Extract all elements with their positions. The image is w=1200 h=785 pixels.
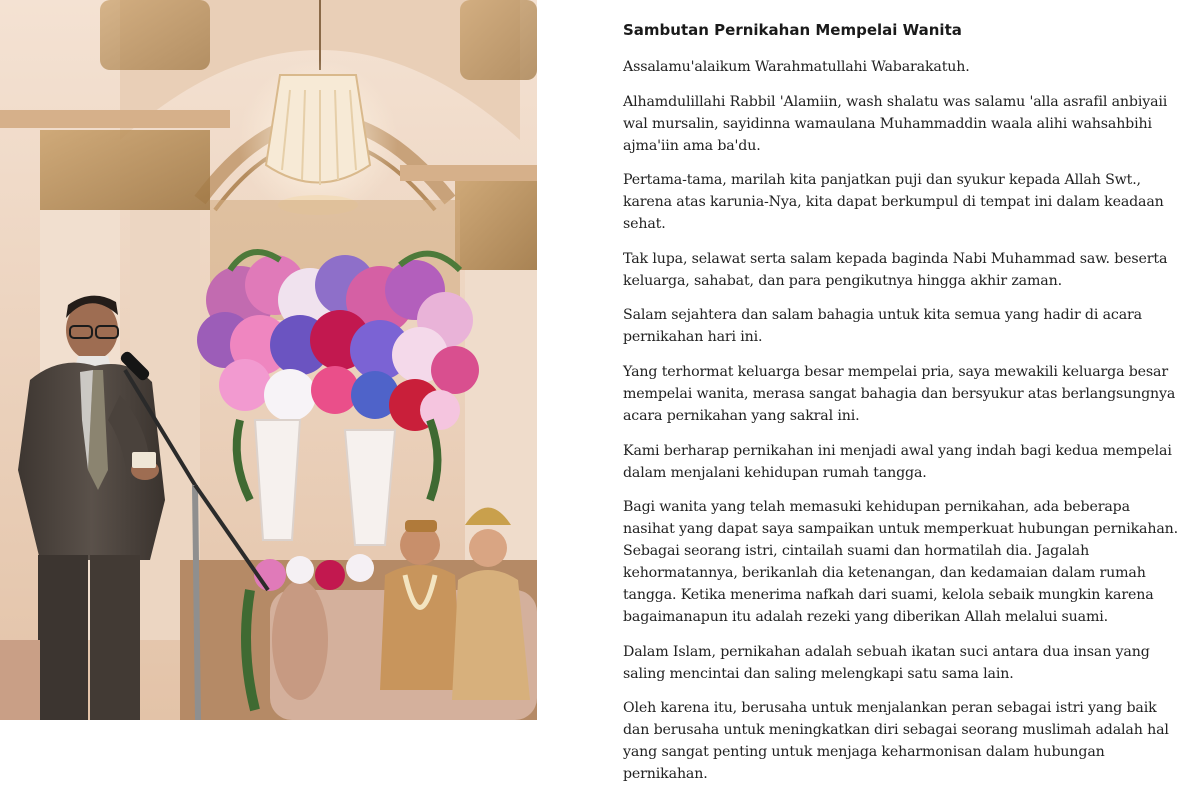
- photo-illustration: [0, 0, 537, 720]
- paragraph-advice: Bagi wanita yang telah memasuki kehidupan pernikahan, ada beberapa nasihat yang dapat saya sampaikan untuk memperkuat hubungan pernikahan. Sebagai seorang istri, cintailah suami dan hormatilah dia. Jagalah kehormatannya, berikanlah dia ketenangan, dan kedamaian dalam rumah tangga. Ketika menerima nafkah dari suami, kelola sebaik mungkin karena bagaimanapun itu adalah rezeki yang diberikan Allah melalui suami.: [623, 499, 1179, 626]
- paragraph-islam: Dalam Islam, pernikahan adalah sebuah ikatan suci antara dua insan yang saling mencintai dan saling melengkapi satu sama lain.: [623, 643, 1150, 682]
- paragraph-greeting: Assalamu'alaikum Warahmatullahi Wabarakatuh.: [623, 59, 970, 75]
- article: [537, 0, 1200, 783]
- paragraph-salutation: Salam sejahtera dan salam bahagia untuk kita semua yang hadir di acara pernikahan hari ini.: [623, 307, 1142, 346]
- paragraph-groom-family: Yang terhormat keluarga besar mempelai pria, saya mewakili keluarga besar mempelai wanita, merasa sangat bahagia dan bersyukur atas berlangsungnya acara pernikahan yang sakral ini.: [623, 363, 1176, 424]
- paragraph-closing: Oleh karena itu, berusaha untuk menjalankan peran sebagai istri yang baik dan berusaha untuk meningkatkan diri sebagai seorang muslimah adalah hal yang sangat penting untuk menjaga keharmonisan dalam hubungan pernikahan.: [623, 700, 1169, 783]
- wedding-speech-photo: [0, 0, 537, 720]
- paragraph-gratitude: Pertama-tama, marilah kita panjatkan puji dan syukur kepada Allah Swt., karena atas karunia-Nya, kita dapat berkumpul di tempat ini dalam keadaan sehat.: [623, 172, 1164, 233]
- paragraph-salawat: Tak lupa, selawat serta salam kepada baginda Nabi Muhammad saw. beserta keluarga, sahabat, dan para pengikutnya hingga akhir zaman.: [623, 250, 1168, 289]
- paragraph-opening-prayer: Alhamdulillahi Rabbil 'Alamiin, wash shalatu was salamu 'alla asrafil anbiyaii wal mursalin, sayidinna wamaulana Muhammaddin waala alihi wahsahbihi ajma'iin ama ba'du.: [623, 93, 1168, 154]
- paragraph-hope: Kami berharap pernikahan ini menjadi awal yang indah bagi kedua mempelai dalam menjalani kehidupan rumah tangga.: [623, 442, 1172, 481]
- article-title: Sambutan Pernikahan Mempelai Wanita: [623, 21, 962, 39]
